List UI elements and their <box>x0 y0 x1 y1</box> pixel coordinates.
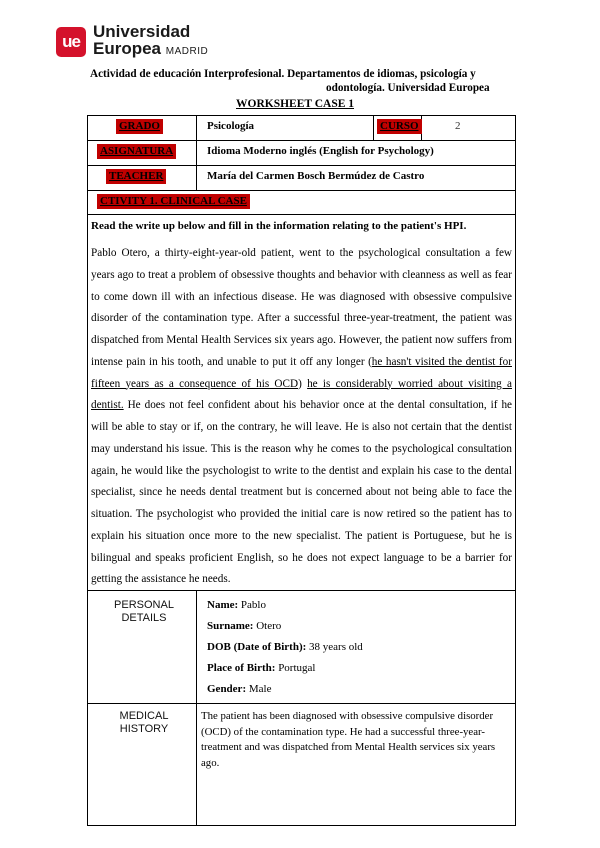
table-col-divider <box>196 115 197 190</box>
activity-label: CTIVITY 1. CLINICAL CASE <box>97 194 250 209</box>
university-logo <box>56 24 208 60</box>
logo-wordmark <box>93 24 208 60</box>
header-line-2: odontología. Universidad Europea <box>326 82 490 94</box>
case-text-part2: ) <box>298 377 308 390</box>
asignatura-label: ASIGNATURA <box>97 144 176 159</box>
teacher-label: TEACHER <box>106 169 166 184</box>
teacher-value: María del Carmen Bosch Bermúdez de Castro <box>207 170 425 182</box>
worksheet-title: WORKSHEET CASE 1 <box>236 98 355 110</box>
case-text-part1: Pablo Otero, a thirty-eight-year-old patient, went to the psychological consultation a few years ago to treat a problem of obsessive thoughts and behavior with cleanness as well as fear to come down ill with an infectious disease. He was diagnosed with obsessive compulsive disorder of the contamination type. After a successful three-year-treatment, the patient was dispatched from Mental Health Services six years ago. However, the patient now suffers from intense pain in his tooth, and unable to put it off any longer ( <box>91 247 512 368</box>
case-instruction: Read the write up below and fill in the information relating to the patient's HPI. <box>91 220 467 232</box>
logo-line2 <box>93 40 208 60</box>
asignatura-value: Idioma Moderno inglés (English for Psychology) <box>207 145 434 157</box>
medical-history-label-line1: MEDICAL <box>119 710 169 722</box>
table-divider <box>87 140 516 141</box>
case-text-underline2: he is considerably worried about visiting a dentist. <box>91 377 512 412</box>
logo-mark-icon: ue <box>56 27 86 57</box>
place-of-birth-value: Portugal <box>278 662 316 674</box>
dob-label: DOB (Date of Birth): <box>207 641 307 653</box>
curso-label: CURSO <box>377 119 422 134</box>
personal-details-label-line1: PERSONAL <box>114 599 174 611</box>
name-value: Pablo <box>240 599 266 611</box>
logo-line2-main: Europea <box>93 39 162 58</box>
gender-label: Gender: <box>207 683 247 695</box>
table-divider <box>87 214 516 215</box>
dob-field <box>207 641 363 653</box>
logo-line1: Universidad <box>93 22 191 41</box>
gender-value: Male <box>248 683 272 695</box>
case-text-underline1: he hasn't visited the dentist for fifteen years as a consequence of his OCD <box>91 355 512 390</box>
table-divider <box>87 165 516 166</box>
place-of-birth-label: Place of Birth: <box>207 662 276 674</box>
place-of-birth-field <box>207 662 315 674</box>
grado-value: Psicología <box>207 120 255 132</box>
table-divider <box>87 703 516 704</box>
medical-history-label-line2: HISTORY <box>119 723 169 735</box>
case-text-part3: He does not feel confident about his behavior once at the dental consultation, if he will be able to stay or if, on the contrary, he will leave. He is also not certain that the dentist may understand his issue. This is the reason why he comes to the psychological consultation again, he would like the psychologist to write to the dentist and explain his case to the dental specialist, since he needs dental treatment but is concerned about not being able to face the situation. The psychologist who provided the initial care is now retired so the patient has to explain his situation once more to the new specialist. The patient is Portuguese, but he is bilingual and speaks proficient English, so he does not expect language to be a barrier for getting the assistance he needs. <box>91 399 512 586</box>
header-line-1: Actividad de educación Interprofesional. Departamentos de idiomas, psicología y <box>90 68 476 80</box>
curso-value: 2 <box>455 120 461 132</box>
table-col-divider <box>373 115 374 140</box>
medical-history-label <box>98 710 190 736</box>
case-description <box>91 243 512 591</box>
surname-label: Surname: <box>207 620 254 632</box>
personal-details-label <box>98 599 190 625</box>
gender-field <box>207 683 271 695</box>
personal-details-label-line2: DETAILS <box>121 612 167 624</box>
surname-value: Otero <box>256 620 282 632</box>
name-label: Name: <box>207 599 239 611</box>
table-col-divider <box>196 590 197 826</box>
dob-value: 38 years old <box>309 641 363 653</box>
logo-line2-suffix: MADRID <box>165 46 209 57</box>
table-divider <box>87 190 516 191</box>
surname-field <box>207 620 281 632</box>
grado-label: GRADO <box>116 119 163 134</box>
medical-history-text: The patient has been diagnosed with obsessive compulsive disorder (OCD) of the contamination type. He had a successful three-year-treatment and was dispatched from Mental Health services six years ago. <box>201 710 496 769</box>
name-field <box>207 599 266 611</box>
